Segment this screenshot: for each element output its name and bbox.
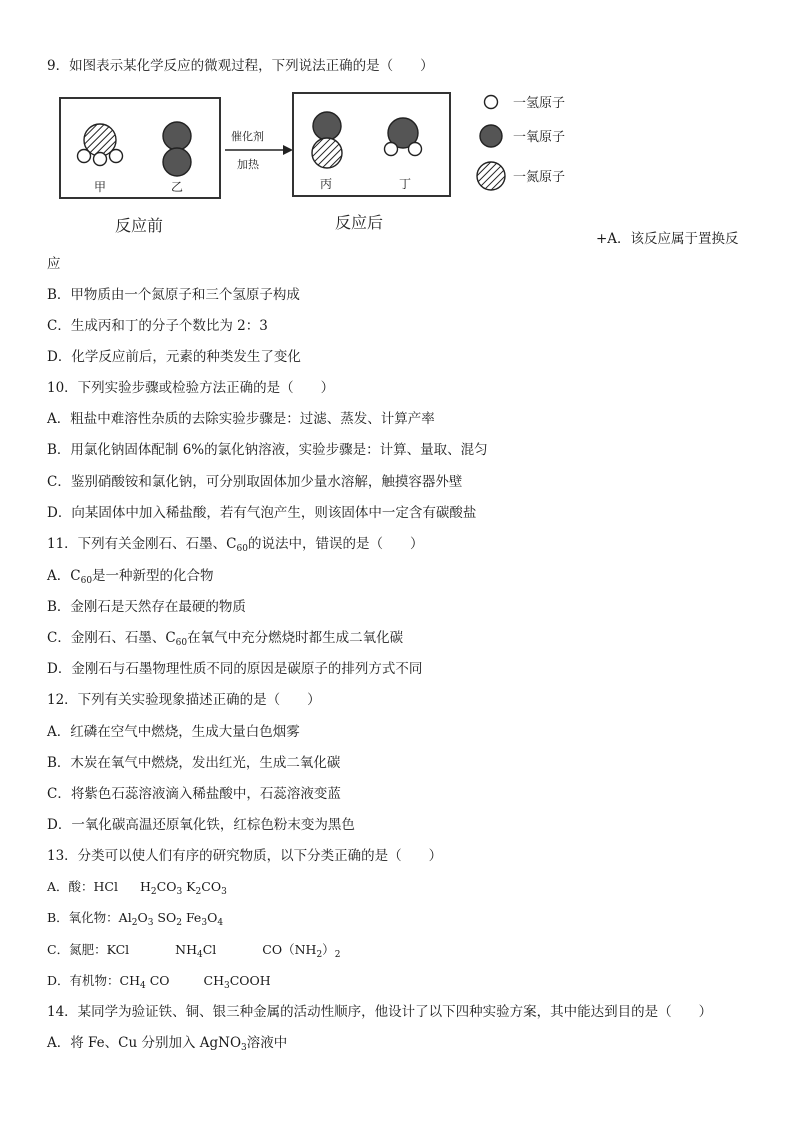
jia-molecule [78,124,123,166]
legend-h: 一氢原子 [513,96,566,111]
legend-n-symbol [477,162,505,190]
before-box [60,98,220,198]
q10-option-b: B．用氯化钠固体配制 6%的氯化钠溶液，实验步骤是：计算、量取、混匀 [47,442,488,458]
bing-label: 丙 [320,177,333,191]
heat-label: 加热 [237,158,259,171]
q14-stem: 14．某同学为验证铁、铜、银三种金属的活动性顺序，他设计了以下四种实验方案，其中能达到目的是（ ） [47,1004,713,1020]
q11-option-a: A．$C_{60}$是一种新型的化合物 [47,568,214,586]
q10-option-d: D．向某固体中加入稀盐酸，若有气泡产生，则该固体中一定含有碳酸盐 [47,505,477,521]
q12-option-b: B．木炭在氧气中燃烧，发出红光，生成二氧化碳 [47,755,341,771]
before-caption: 反应前 [115,216,164,235]
q11-option-c: C．金刚石、石墨、$C_{60}$在氧气中充分燃烧时都生成二氧化碳 [47,630,404,648]
ding-label: 丁 [399,177,412,191]
q10-option-a: A．粗盐中难溶性杂质的去除实验步骤是：过滤、蒸发、计算产率 [47,411,435,427]
q13-stem: 13．分类可以使人们有序的研究物质，以下分类正确的是（ ） [47,848,443,864]
q9-option-c: C．生成丙和丁的分子个数比为 2：3 [47,318,268,334]
q9-option-a-part1: +A．该反应属于置换反 [596,231,739,247]
q10-stem: 10．下列实验步骤或检验方法正确的是（ ） [47,380,335,396]
ding-molecule [385,118,422,156]
q11-option-b: B．金刚石是天然存在最硬的物质 [47,599,246,615]
after-caption: 反应后 [335,213,384,232]
yi-molecule [163,122,191,176]
q13-option-c: C．氮肥：KCl $NH_4Cl$ $CO(NH_2)_2$ [47,942,341,960]
reaction-diagram [55,88,600,238]
yi-label: 乙 [171,180,184,194]
q14-option-a: A．将 Fe、Cu 分别加入 AgNO$_3$溶液中 [47,1035,288,1053]
jia-label: 甲 [94,180,107,194]
q11-option-d: D．金刚石与石墨物理性质不同的原因是碳原子的排列方式不同 [47,661,423,677]
q12-option-d: D．一氧化碳高温还原氧化铁，红棕色粉末变为黑色 [47,817,355,833]
legend-o-symbol [480,125,502,147]
q12-option-a: A．红磷在空气中燃烧，生成大量白色烟雾 [47,724,300,740]
q9-option-b: B．甲物质由一个氮原子和三个氢原子构成 [47,287,300,303]
q13-option-a: A．酸：HCl $H_2CO_3$ $K_2CO_3$ [47,879,227,897]
q11-stem: 11．下列有关金刚石、石墨、$C_{60}$的说法中，错误的是（ ） [47,536,424,554]
q9-option-d: D．化学反应前后，元素的种类发生了变化 [47,349,301,365]
legend-o: 一氧原子 [513,130,566,145]
arrow-head [283,145,293,155]
catalyst-label: 催化剂 [231,130,264,143]
legend-h-symbol [485,96,498,109]
legend-n: 一氮原子 [513,170,566,185]
bing-molecule [312,112,342,168]
q9-option-a-part2: 应 [47,256,61,272]
q9-stem: 9．如图表示某化学反应的微观过程，下列说法正确的是（ ） [47,58,434,74]
q12-stem: 12．下列有关实验现象描述正确的是（ ） [47,692,321,708]
q13-option-b: B．氧化物：$Al_2O_3$ $SO_2$ $Fe_3O_4$ [47,910,224,928]
q12-option-c: C．将紫色石蕊溶液滴入稀盐酸中，石蕊溶液变蓝 [47,786,341,802]
q10-option-c: C．鉴别硝酸铵和氯化钠，可分别取固体加少量水溶解，触摸容器外壁 [47,474,463,490]
q13-option-d: D．有机物：$CH_4$ CO $CH_3COOH$ [47,973,271,991]
